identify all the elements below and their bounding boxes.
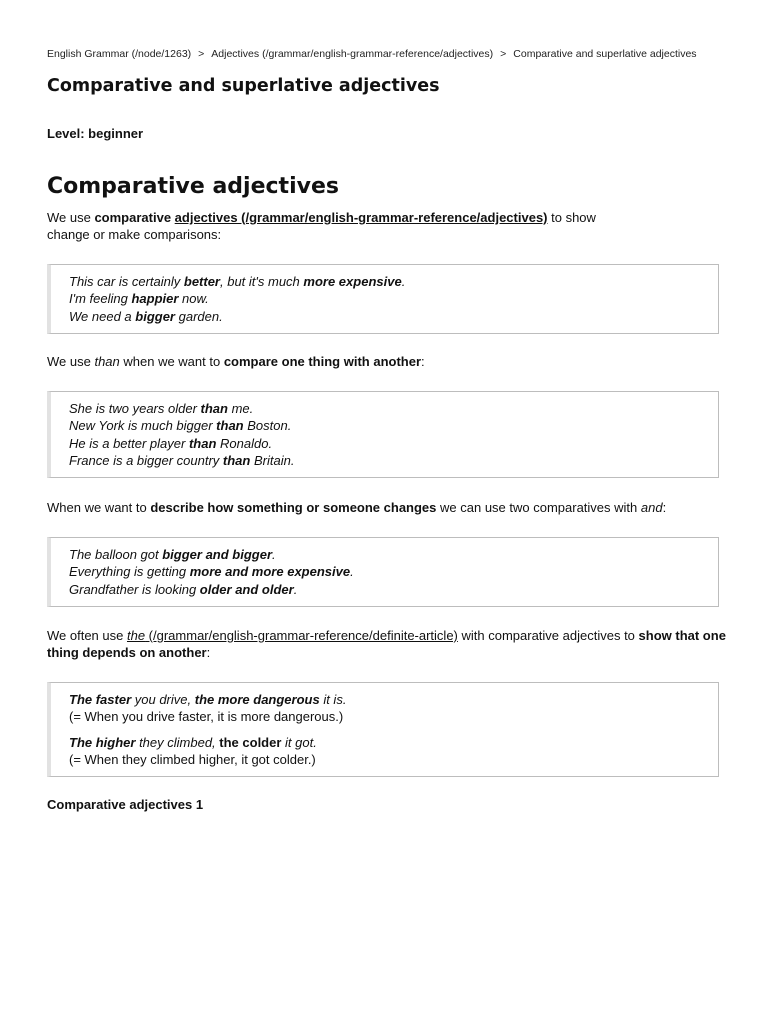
link-text: (/grammar/english-grammar-reference/definite-article) [145, 628, 458, 643]
example-box-4 [47, 682, 719, 777]
text: with comparative adjectives to [457, 628, 639, 643]
text: to show [547, 210, 596, 225]
section-heading: Comparative adjectives [47, 174, 339, 199]
text: France is a bigger country [69, 452, 223, 468]
example-line [69, 290, 718, 307]
text: : [662, 500, 667, 515]
definite-article-paragraph [47, 627, 727, 661]
bold-text: bigger and bigger [162, 547, 273, 562]
example-line [69, 273, 718, 290]
bold-text: than [222, 452, 251, 468]
text: We use [47, 210, 95, 225]
text: We often use [47, 628, 127, 643]
text: . [293, 581, 298, 597]
breadcrumb-item-english-grammar[interactable]: English Grammar (/node/1263) [47, 48, 192, 60]
bold-text: thing depends on another [47, 645, 207, 660]
text: Britain. [250, 452, 295, 468]
than-paragraph [47, 353, 727, 370]
example-line [69, 400, 718, 417]
text: Everything is getting [69, 564, 190, 580]
text: We use [47, 354, 95, 369]
example-line [69, 435, 718, 452]
intro-paragraph [47, 209, 727, 243]
bold-text: than [216, 418, 244, 434]
example-line [69, 417, 718, 434]
bold-text: compare one thing with another [223, 354, 422, 369]
link-text: adjectives (/grammar/english-grammar-reference/adjectives) [174, 210, 548, 225]
text: Boston. [243, 418, 292, 434]
text: New York is much bigger [69, 418, 217, 434]
text: they climbed, [135, 734, 220, 750]
example-line [69, 691, 718, 708]
text: I'm feeling [69, 291, 132, 307]
text: garden. [175, 308, 223, 324]
text: : [206, 645, 211, 660]
text: . [350, 564, 354, 580]
text: Ronaldo. [216, 435, 273, 451]
text: Grandfather is looking [69, 581, 200, 597]
example-box-1 [47, 264, 719, 334]
example-line: (= When you drive faster, it is more dangerous.) [69, 709, 344, 725]
bold-text: bigger [135, 308, 175, 324]
breadcrumb-item-adjectives[interactable]: Adjectives (/grammar/english-grammar-reference/adjectives) [211, 48, 494, 60]
bold-text: than [188, 435, 217, 451]
bold-text: happier [131, 291, 179, 307]
bold-text: the more dangerous [194, 692, 320, 707]
text: it got. [281, 734, 317, 750]
italic-text: and [640, 500, 663, 515]
text: When we want to [47, 500, 151, 515]
bold-text: The faster [69, 692, 132, 707]
link-text: the [126, 628, 146, 643]
page-title: Comparative and superlative adjectives [47, 76, 440, 96]
text: we can use two comparatives with [436, 500, 641, 515]
text: . [401, 274, 406, 289]
level-label: Level: beginner [47, 126, 144, 141]
bold-text: The higher [69, 734, 136, 750]
example-line [69, 308, 718, 325]
text: , but it's much [220, 274, 304, 289]
bold-text: than [200, 401, 228, 416]
example-box-2 [47, 391, 719, 478]
breadcrumb-item-current: Comparative and superlative adjectives [513, 48, 697, 60]
bold-text: older and older [199, 581, 294, 597]
text: when we want to [119, 354, 224, 369]
text: This car is certainly [69, 274, 184, 289]
text: you drive, [131, 692, 195, 707]
text: change or make comparisons: [47, 227, 222, 242]
bold-text: more and more expensive [189, 564, 351, 580]
example-line [69, 546, 718, 563]
example-line [69, 734, 718, 751]
bold-text: more expensive [303, 274, 402, 289]
italic-text: than [94, 354, 120, 369]
text: me. [227, 401, 254, 416]
text: She is two years older [69, 401, 201, 416]
example-line [69, 563, 718, 580]
text: We need a [69, 308, 136, 324]
example-line [69, 452, 718, 469]
bold-text: better [183, 274, 220, 289]
text: He is a better player [69, 435, 189, 451]
text: . [272, 547, 276, 562]
text: The balloon got [69, 547, 163, 562]
text: : [421, 354, 425, 369]
example-box-3 [47, 537, 719, 607]
bold-text: comparative [94, 210, 172, 225]
spacer [69, 726, 718, 734]
example-line: (= When they climbed higher, it got colder.) [69, 751, 316, 767]
bold-text: the colder [219, 734, 282, 750]
breadcrumb-separator: > [198, 48, 205, 60]
adjectives-link[interactable] [175, 210, 548, 225]
example-line [69, 581, 718, 598]
definite-article-link[interactable] [127, 628, 458, 643]
breadcrumb-separator: > [500, 48, 507, 60]
changes-paragraph [47, 499, 727, 516]
text: now. [178, 291, 209, 307]
bold-text: show that one [638, 628, 726, 643]
text: it is. [319, 692, 347, 707]
breadcrumb [47, 48, 697, 60]
bold-text: describe how something or someone changes [150, 500, 437, 515]
exercise-label: Comparative adjectives 1 [47, 797, 204, 812]
